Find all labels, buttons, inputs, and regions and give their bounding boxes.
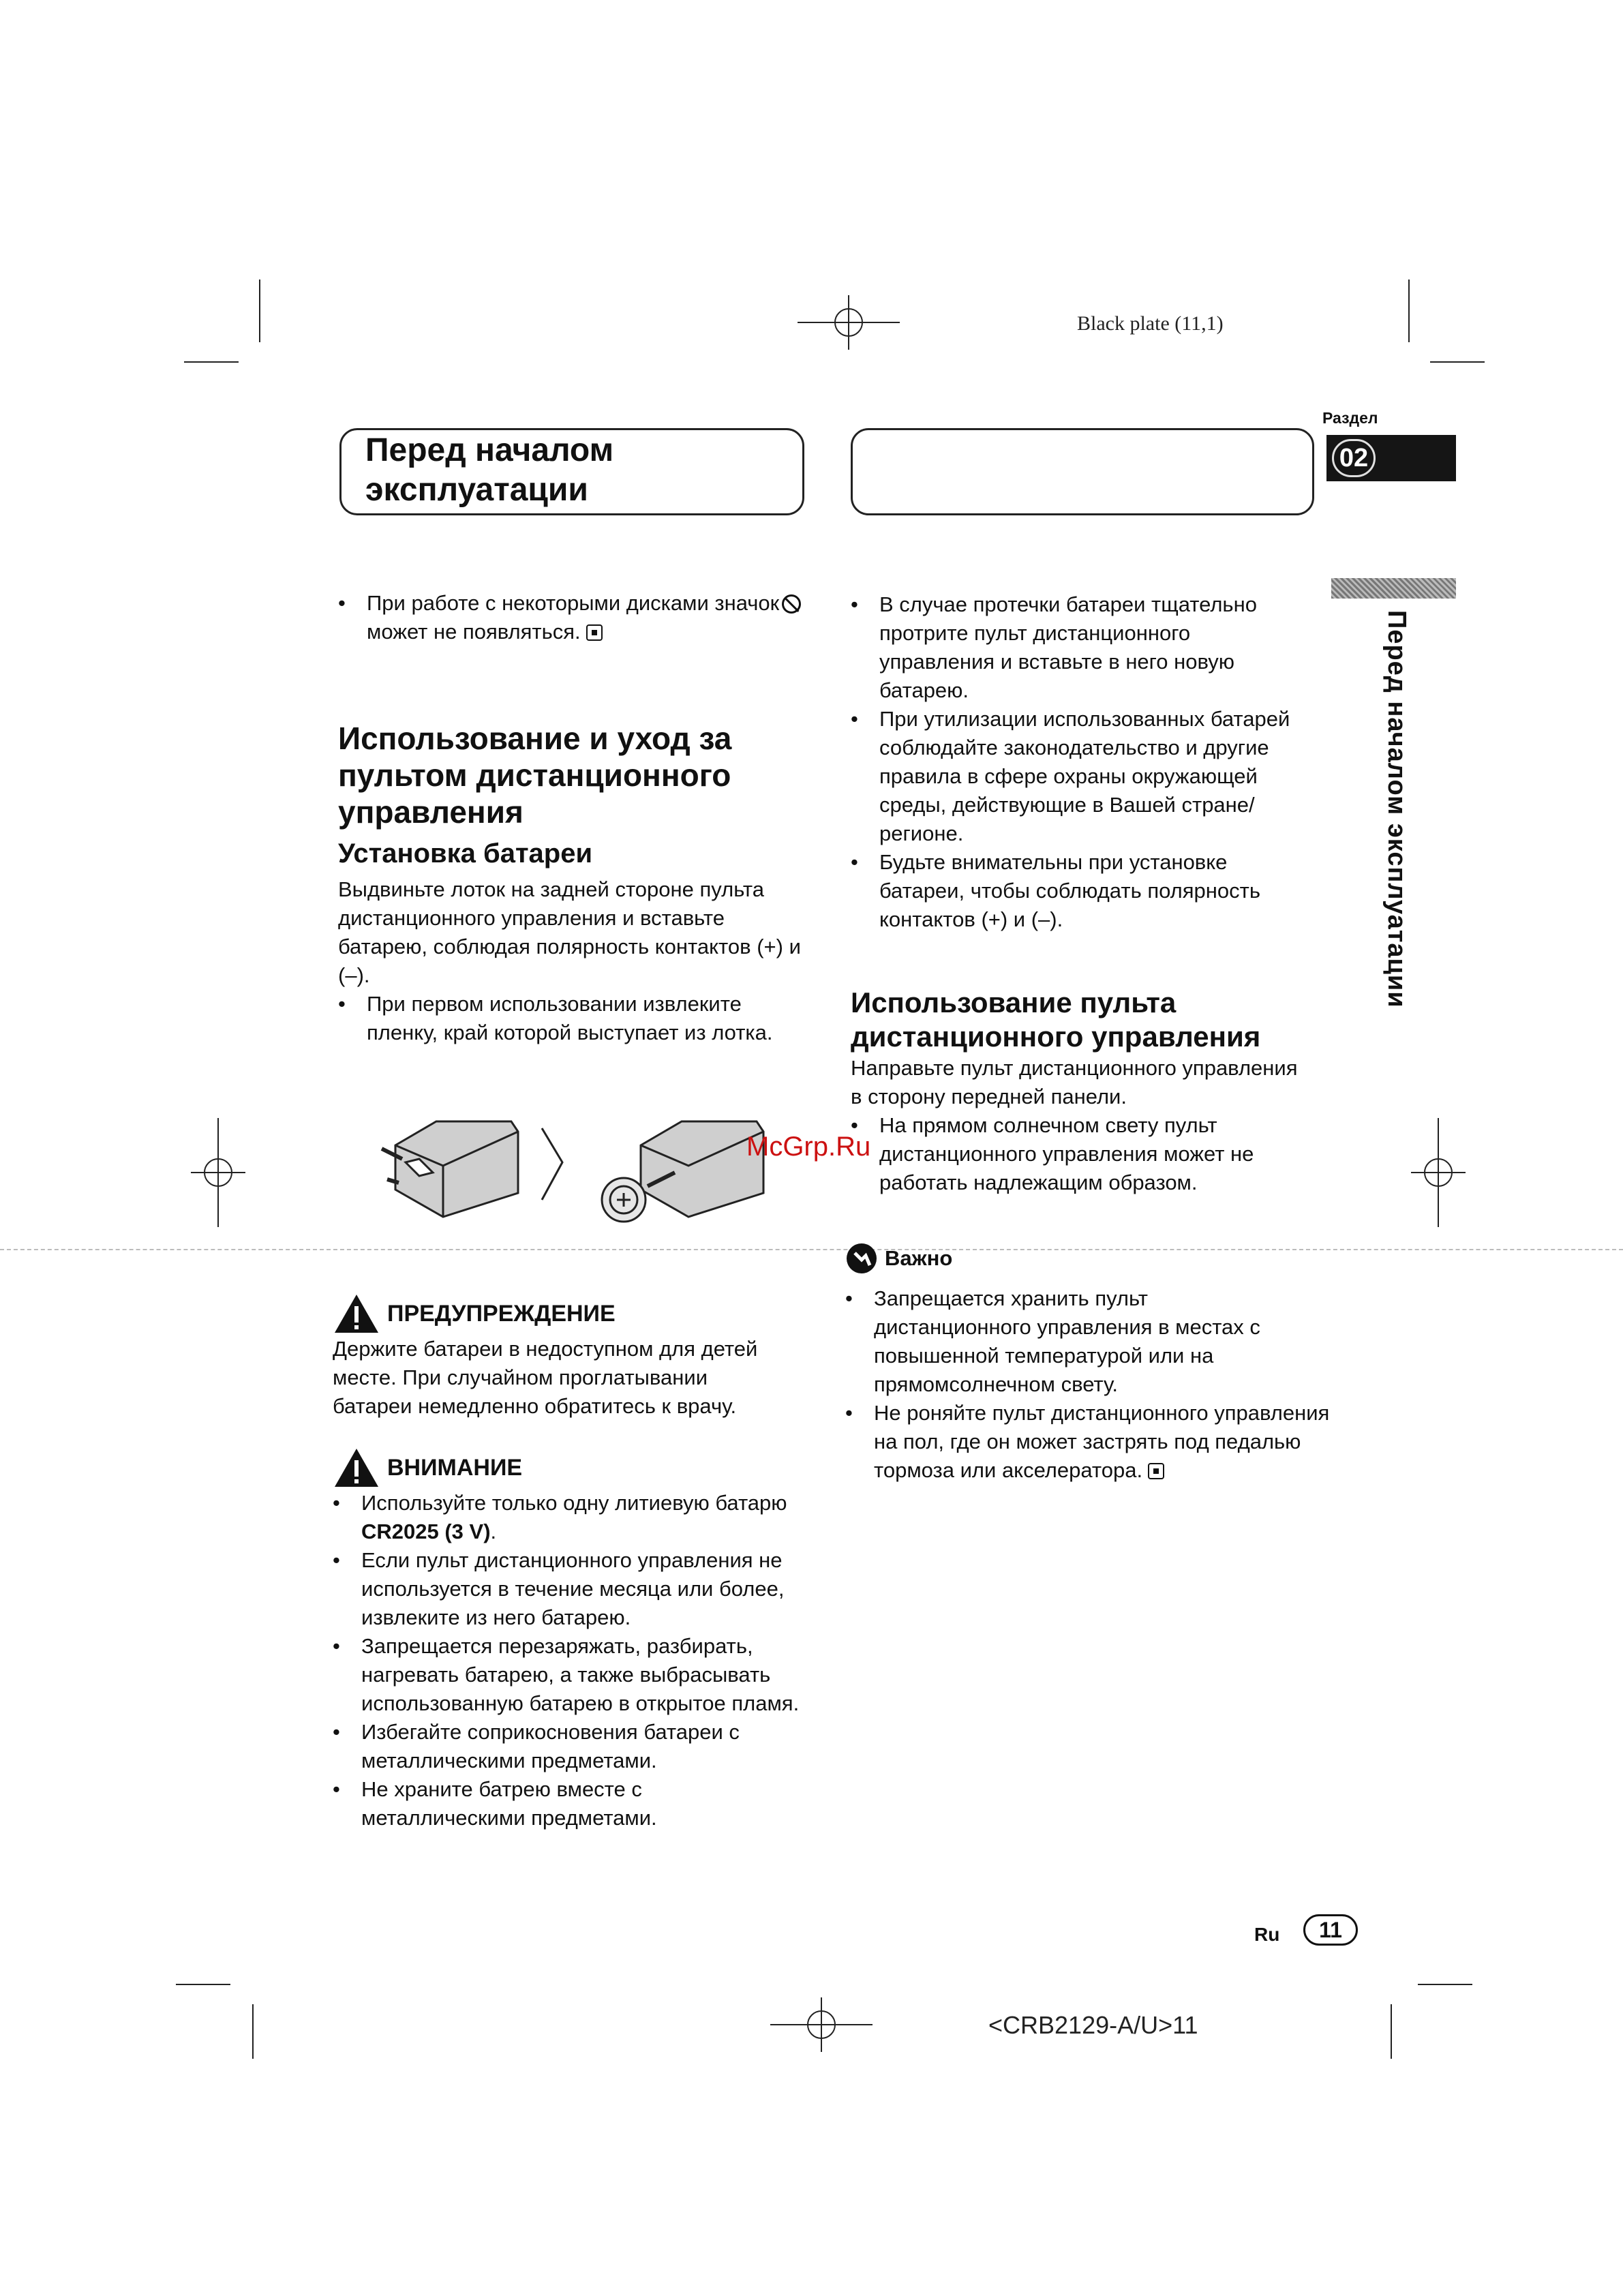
language-label: Ru	[1254, 1924, 1280, 1945]
crop-mark	[1418, 1984, 1472, 1985]
list-item: • При утилизации использованных батарей соблюдайте законодательство и другие правила в сфере охраны окружающей среды, действующие в Вашей стране/регионе.	[851, 705, 1302, 848]
section-label: Раздел	[1322, 409, 1378, 427]
left-column	[338, 589, 808, 1047]
registration-mark-left	[191, 1118, 245, 1227]
crop-mark	[1391, 2004, 1392, 2059]
crop-mark	[176, 1984, 230, 1985]
section-side-title: Перед началом эксплуатации	[1382, 610, 1411, 1008]
list-item: • При работе с некоторыми дисками значокможет не появляться.	[338, 589, 808, 646]
caution-icon	[333, 1447, 380, 1489]
plate-label: Black plate (11,1)	[1077, 312, 1224, 335]
section-side-bar	[1331, 578, 1456, 599]
battery-illustration	[354, 1111, 900, 1227]
list-item: • Запрещается перезаряжать, разбирать, нагревать батарею, а также выбрасывать использованную батарею в открытое пламя.	[333, 1632, 803, 1718]
list-item: • На прямом солнечном свету пульт дистанционного управления может не работать надлежащим образом.	[851, 1111, 1302, 1197]
list-item: • Не храните батрею вместе с металлическими предметами.	[333, 1775, 803, 1832]
use-text: Направьте пульт дистанционного управления в сторону передней панели.	[851, 1056, 1298, 1108]
list-item: • Используйте только одну литиевую батарю CR2025 (3 V).	[333, 1489, 803, 1546]
crop-mark	[1430, 361, 1485, 363]
no-disc-icon	[782, 594, 801, 614]
list-item: • Если пульт дистанционного управления не используется в течение месяца или более, извлеките из него батарею.	[333, 1546, 803, 1632]
list-item: • В случае протечки батареи тщательно протрите пульт дистанционного управления и вставьте в него новую батарею.	[851, 590, 1261, 705]
registration-mark-right	[1411, 1118, 1466, 1227]
end-mark-icon	[1148, 1463, 1164, 1479]
list-item: • Запрещается хранить пульт дистанционного управления в местах с повышенной температурой или на прямомсолнечном свету.	[845, 1284, 1283, 1399]
document-code: <CRB2129-A/U>11	[988, 2011, 1198, 2039]
end-mark-icon	[586, 624, 603, 641]
crop-mark	[1408, 280, 1410, 342]
important-block	[845, 1242, 1330, 1485]
important-icon	[845, 1242, 878, 1275]
page-number: 11	[1303, 1914, 1358, 1946]
list-item: • Избегайте соприкосновения батареи с металлическими предметами.	[333, 1718, 803, 1775]
warning-text: Держите батареи в недоступном для детей месте. При случайном проглатывании батареи немедленно обратитесь к врачу.	[333, 1337, 758, 1418]
install-text: Выдвиньте лоток на задней стороне пульта дистанционного управления и вставьте батарею, соблюдая полярность контактов (+) и (–).	[338, 877, 801, 987]
header-title: Перед началом эксплуатации	[365, 432, 614, 508]
section-heading-right: Использование пульта дистанционного управления	[851, 986, 1261, 1053]
section-number: 02	[1332, 439, 1376, 477]
watermark: McGrp.Ru	[746, 1132, 871, 1162]
subheading: Установка батареи	[338, 839, 593, 868]
crop-mark	[252, 2004, 254, 2059]
header-box-empty	[851, 428, 1314, 515]
crop-mark	[259, 280, 260, 342]
section-heading: Использование и уход за пультом дистанционного управления	[338, 721, 732, 830]
list-item: • При первом использовании извлеките пленку, край которой выступает из лотка.	[338, 990, 776, 1047]
important-heading: Важно	[845, 1242, 1322, 1275]
warning-icon	[333, 1293, 380, 1335]
fold-line	[0, 1249, 1623, 1250]
crop-mark	[184, 361, 239, 363]
right-column	[851, 590, 1314, 1197]
caution-heading: ВНИМАНИЕ	[333, 1447, 810, 1489]
list-item: • Будьте внимательны при установке батареи, чтобы соблюдать полярность контактов (+) и (–).	[851, 848, 1288, 934]
warning-heading: ПРЕДУПРЕЖДЕНИЕ	[333, 1293, 810, 1335]
registration-mark-bottom	[770, 1997, 873, 2052]
warnings-block	[333, 1293, 810, 1832]
list-item: • Не роняйте пульт дистанционного управления на пол, где он может застрять под педалью тормоза или акселератора.	[845, 1399, 1337, 1485]
registration-mark-top	[798, 295, 900, 350]
section-tab	[1326, 435, 1456, 481]
